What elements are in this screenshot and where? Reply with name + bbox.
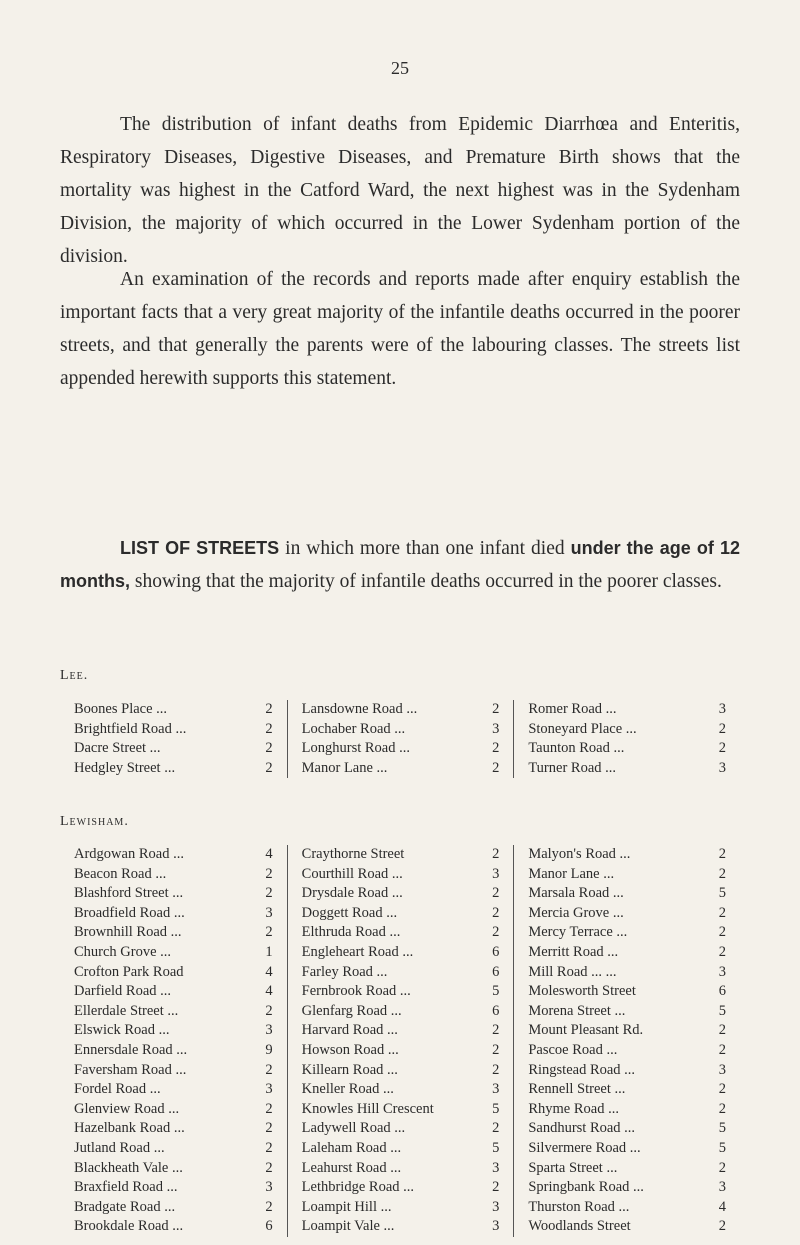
death-count: 6 (492, 1002, 500, 1019)
death-count: 3 (718, 1179, 726, 1196)
street-row (302, 1080, 514, 1100)
death-count: 2 (718, 1081, 726, 1098)
death-count: 2 (265, 924, 273, 941)
street-row (528, 1100, 740, 1120)
death-count: 2 (492, 759, 500, 776)
street-row (528, 1198, 740, 1218)
death-count: 3 (265, 904, 273, 921)
death-count: 2 (265, 885, 273, 902)
street-row (74, 1217, 287, 1237)
street-name: Boones Place ... (74, 701, 168, 717)
street-name: Drysdale Road ... (301, 885, 403, 902)
street-name: Doggett Road ... (301, 904, 398, 921)
street-row (528, 1217, 740, 1237)
death-count: 2 (492, 1120, 500, 1137)
street-row (302, 720, 514, 740)
street-name: Church Grove ... (74, 943, 172, 960)
street-name: Lansdowne Road ... (301, 701, 418, 717)
death-count: 2 (492, 846, 500, 862)
street-row (74, 1159, 287, 1179)
death-count: 3 (492, 1198, 500, 1215)
death-count: 2 (718, 1041, 726, 1058)
street-name: Glenview Road ... (74, 1100, 180, 1117)
street-name: Glenfarg Road ... (301, 1002, 402, 1019)
street-name: Lethbridge Road ... (301, 1179, 415, 1196)
street-row (528, 1002, 740, 1022)
section-label-lewisham: Lewisham. (60, 814, 129, 829)
street-row (74, 1002, 287, 1022)
death-count: 2 (265, 720, 273, 737)
street-name: Springbank Road ... (528, 1179, 644, 1196)
death-count: 2 (265, 1120, 273, 1137)
street-name: Ladywell Road ... (301, 1120, 406, 1137)
death-count: 5 (718, 1139, 726, 1156)
street-row (74, 1119, 287, 1139)
street-row (528, 720, 740, 740)
death-count: 2 (718, 1022, 726, 1039)
street-row (528, 700, 740, 720)
street-name: Sandhurst Road ... (528, 1120, 636, 1137)
street-name: Woodlands Street (528, 1218, 631, 1235)
street-name: Romer Road ... (528, 701, 617, 717)
street-name: Fernbrook Road ... (301, 983, 411, 1000)
street-row (74, 904, 287, 924)
street-name: Mercia Grove ... (528, 904, 624, 921)
death-count: 2 (492, 885, 500, 902)
street-row (302, 1139, 514, 1159)
street-table-lee (60, 700, 740, 778)
death-count: 2 (265, 1139, 273, 1156)
death-count: 2 (492, 740, 500, 757)
street-name: Rennell Street ... (528, 1081, 626, 1098)
street-row (74, 700, 287, 720)
street-name: Knowles Hill Crescent (301, 1100, 434, 1117)
street-name: Blackheath Vale ... (74, 1159, 183, 1176)
death-count: 2 (718, 1159, 726, 1176)
street-row (74, 720, 287, 740)
street-row (74, 865, 287, 885)
street-row (528, 1041, 740, 1061)
street-row (302, 845, 514, 865)
street-name: Laleham Road ... (301, 1139, 402, 1156)
street-row (302, 1178, 514, 1198)
street-name: Braxfield Road ... (74, 1179, 178, 1196)
street-name: Kneller Road ... (301, 1081, 394, 1098)
street-name: Longhurst Road ... (301, 740, 410, 757)
street-row (74, 759, 287, 779)
death-count: 2 (265, 1198, 273, 1215)
death-count: 2 (265, 701, 273, 717)
death-count: 6 (265, 1218, 273, 1235)
street-name: Crofton Park Road (74, 963, 184, 980)
street-name: Leahurst Road ... (301, 1159, 402, 1176)
street-name: Silvermere Road ... (528, 1139, 641, 1156)
death-count: 5 (492, 1100, 500, 1117)
death-count: 6 (492, 943, 500, 960)
street-row (74, 982, 287, 1002)
street-name: Brightfield Road ... (74, 720, 187, 737)
death-count: 2 (718, 740, 726, 757)
death-count: 3 (265, 1179, 273, 1196)
street-name: Elthruda Road ... (301, 924, 401, 941)
death-count: 4 (718, 1198, 726, 1215)
death-count: 2 (718, 924, 726, 941)
list-heading-title: LIST OF STREETS (120, 538, 280, 558)
death-count: 5 (718, 1002, 726, 1019)
list-heading-text-1: in which more than one infant died (279, 538, 571, 559)
street-name: Molesworth Street (528, 983, 636, 1000)
street-row (302, 904, 514, 924)
street-row (528, 845, 740, 865)
street-row (528, 759, 740, 779)
street-name: Hedgley Street ... (74, 759, 176, 776)
death-count: 3 (718, 759, 726, 776)
page-number: 25 (391, 58, 409, 78)
street-row (528, 1178, 740, 1198)
street-name: Manor Lane ... (301, 759, 388, 776)
street-row (74, 943, 287, 963)
death-count: 3 (492, 1081, 500, 1098)
street-name: Mount Pleasant Rd. (528, 1022, 644, 1039)
street-name: Bradgate Road ... (74, 1198, 176, 1215)
death-count: 1 (265, 943, 273, 960)
street-row (74, 1139, 287, 1159)
death-count: 3 (492, 1218, 500, 1235)
list-heading-text-2: showing that the majority of infantile deaths occurred in the poorer classes. (130, 571, 722, 592)
street-name: Darfield Road ... (74, 983, 172, 1000)
death-count: 4 (265, 983, 273, 1000)
death-count: 5 (718, 1120, 726, 1137)
death-count: 2 (265, 1100, 273, 1117)
street-name: Courthill Road ... (301, 865, 403, 882)
death-count: 2 (718, 720, 726, 737)
street-row (528, 884, 740, 904)
street-column (60, 700, 287, 778)
street-row (74, 1080, 287, 1100)
street-row (74, 1021, 287, 1041)
street-row (528, 1159, 740, 1179)
street-row (528, 943, 740, 963)
death-count: 2 (492, 1061, 500, 1078)
death-count: 6 (492, 963, 500, 980)
street-row (302, 1217, 514, 1237)
street-name: Malyon's Road ... (528, 846, 631, 862)
street-row (74, 884, 287, 904)
street-row (74, 1100, 287, 1120)
street-name: Thurston Road ... (528, 1198, 630, 1215)
death-count: 4 (265, 963, 273, 980)
street-name: Elswick Road ... (74, 1022, 170, 1039)
street-name: Morena Street ... (528, 1002, 626, 1019)
street-row (528, 1139, 740, 1159)
street-row (74, 1178, 287, 1198)
street-row (528, 1080, 740, 1100)
street-column (60, 845, 287, 1237)
street-name: Merritt Road ... (528, 943, 619, 960)
street-row (302, 884, 514, 904)
street-name: Jutland Road ... (74, 1139, 165, 1156)
street-name: Fordel Road ... (74, 1081, 161, 1098)
street-row (302, 1041, 514, 1061)
street-row (74, 739, 287, 759)
street-name: Killearn Road ... (301, 1061, 398, 1078)
street-row (528, 904, 740, 924)
street-row (528, 963, 740, 983)
death-count: 5 (718, 885, 726, 902)
death-count: 2 (492, 904, 500, 921)
street-row (302, 1119, 514, 1139)
death-count: 3 (265, 1081, 273, 1098)
death-count: 3 (718, 1061, 726, 1078)
street-name: Loampit Vale ... (301, 1218, 395, 1235)
list-heading-age: under the age of 12 months, (60, 538, 740, 591)
street-row (528, 1021, 740, 1041)
street-name: Lochaber Road ... (301, 720, 406, 737)
death-count: 2 (492, 1022, 500, 1039)
street-row (302, 1021, 514, 1041)
street-name: Marsala Road ... (528, 885, 624, 902)
death-count: 2 (492, 1041, 500, 1058)
death-count: 2 (718, 1218, 726, 1235)
street-table-lewisham (60, 845, 740, 1237)
street-name: Loampit Hill ... (301, 1198, 392, 1215)
death-count: 6 (718, 983, 726, 1000)
paragraph-examination: An examination of the records and reports made after enquiry establish the important facts that a very great majority of the infantile deaths occurred in the poorer streets, and that generally the parents were of the labouring classes. The streets list appended herewith supports this statement. (60, 269, 740, 389)
death-count: 9 (265, 1041, 273, 1058)
street-name: Brookdale Road ... (74, 1218, 184, 1235)
street-row (302, 759, 514, 779)
street-row (74, 963, 287, 983)
street-name: Ringstead Road ... (528, 1061, 636, 1078)
street-row (74, 1041, 287, 1061)
street-row (302, 982, 514, 1002)
street-column (513, 845, 740, 1237)
death-count: 2 (492, 701, 500, 717)
street-name: Howson Road ... (301, 1041, 399, 1058)
street-name: Faversham Road ... (74, 1061, 187, 1078)
street-row (302, 1198, 514, 1218)
street-name: Brownhill Road ... (74, 924, 182, 941)
street-row (302, 963, 514, 983)
death-count: 5 (492, 983, 500, 1000)
street-row (528, 865, 740, 885)
death-count: 2 (265, 1061, 273, 1078)
street-name: Rhyme Road ... (528, 1100, 619, 1117)
death-count: 2 (718, 943, 726, 960)
street-row (74, 845, 287, 865)
street-column (287, 700, 514, 778)
paragraph-distribution: The distribution of infant deaths from Epidemic Diarrhœa and Enteritis, Respiratory Diseases, Digestive Diseases, and Premature Birth shows that the mortality was highest in the Catford Ward, the next highest was in the Sydenham Division, the majority of which occurred in the Lower Sydenham portion of the division. (60, 114, 740, 267)
street-row (528, 1061, 740, 1081)
street-row (74, 1198, 287, 1218)
street-column (513, 700, 740, 778)
street-name: Pascoe Road ... (528, 1041, 618, 1058)
death-count: 2 (492, 1179, 500, 1196)
street-row (302, 1002, 514, 1022)
death-count: 5 (492, 1139, 500, 1156)
street-name: Mill Road ... ... (528, 963, 617, 980)
street-name: Stoneyard Place ... (528, 720, 637, 737)
street-row (302, 700, 514, 720)
death-count: 3 (265, 1022, 273, 1039)
street-row (74, 1061, 287, 1081)
death-count: 2 (265, 1159, 273, 1176)
death-count: 2 (265, 865, 273, 882)
death-count: 2 (718, 865, 726, 882)
death-count: 3 (718, 701, 726, 717)
death-count: 2 (492, 924, 500, 941)
street-name: Engleheart Road ... (301, 943, 414, 960)
street-name: Broadfield Road ... (74, 904, 185, 921)
street-name: Turner Road ... (528, 759, 617, 776)
death-count: 2 (718, 1100, 726, 1117)
street-name: Ennersdale Road ... (74, 1041, 188, 1058)
street-row (528, 982, 740, 1002)
section-label-lee: Lee. (60, 668, 89, 683)
street-name: Beacon Road ... (74, 865, 167, 882)
street-row (302, 923, 514, 943)
street-row (74, 923, 287, 943)
death-count: 2 (265, 1002, 273, 1019)
death-count: 4 (265, 846, 273, 862)
street-row (302, 1061, 514, 1081)
street-row (302, 865, 514, 885)
death-count: 2 (718, 846, 726, 862)
street-row (302, 1159, 514, 1179)
street-name: Taunton Road ... (528, 740, 625, 757)
street-name: Manor Lane ... (528, 865, 615, 882)
street-row (302, 1100, 514, 1120)
death-count: 2 (265, 740, 273, 757)
death-count: 2 (718, 904, 726, 921)
death-count: 3 (718, 963, 726, 980)
death-count: 2 (265, 759, 273, 776)
list-heading (60, 532, 740, 598)
street-row (528, 923, 740, 943)
street-column (287, 845, 514, 1237)
street-row (302, 943, 514, 963)
street-name: Craythorne Street (301, 846, 405, 862)
street-name: Sparta Street ... (528, 1159, 618, 1176)
street-name: Ardgowan Road ... (74, 846, 184, 862)
street-name: Mercy Terrace ... (528, 924, 628, 941)
death-count: 3 (492, 865, 500, 882)
street-row (302, 739, 514, 759)
street-name: Blashford Street ... (74, 885, 184, 902)
street-name: Harvard Road ... (301, 1022, 398, 1039)
street-name: Farley Road ... (301, 963, 388, 980)
death-count: 3 (492, 720, 500, 737)
street-row (528, 1119, 740, 1139)
street-name: Ellerdale Street ... (74, 1002, 179, 1019)
street-name: Dacre Street ... (74, 740, 161, 757)
death-count: 3 (492, 1159, 500, 1176)
street-row (528, 739, 740, 759)
street-name: Hazelbank Road ... (74, 1120, 185, 1137)
